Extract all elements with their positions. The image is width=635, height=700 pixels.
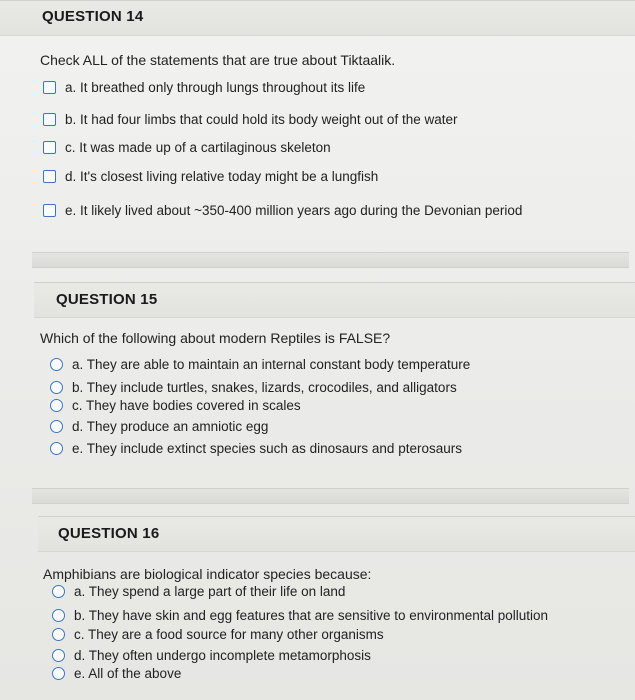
radio-icon[interactable] <box>52 628 65 641</box>
radio-icon[interactable] <box>52 649 65 662</box>
q15-option-a[interactable] <box>50 357 470 372</box>
q16-option-b-label: b. They have skin and egg features that are sensitive to environmental pollution <box>74 608 549 623</box>
q16-option-e[interactable] <box>52 666 181 681</box>
q14-option-d-label: d. It's closest living relative today might be a lungfish <box>65 169 379 184</box>
q16-option-c-label: c. They are a food source for many other organisms <box>74 627 384 642</box>
checkbox-icon[interactable] <box>43 141 56 154</box>
question-15-prompt: Which of the following about modern Reptiles is FALSE? <box>40 330 391 346</box>
radio-icon[interactable] <box>50 381 63 394</box>
q15-option-b[interactable] <box>50 380 457 395</box>
q14-option-c[interactable] <box>43 140 331 155</box>
question-14-prompt: Check ALL of the statements that are true about Tiktaalik. <box>40 52 396 68</box>
radio-icon[interactable] <box>52 609 65 622</box>
question-16-title: QUESTION 16 <box>58 525 160 542</box>
q14-option-a[interactable] <box>43 80 365 95</box>
checkbox-icon[interactable] <box>43 204 56 217</box>
q16-option-d[interactable] <box>52 648 371 663</box>
checkbox-icon[interactable] <box>43 113 56 126</box>
q14-option-e[interactable] <box>43 203 522 218</box>
question-divider <box>32 488 629 504</box>
q16-option-a-label: a. They spend a large part of their life on land <box>74 584 346 599</box>
q16-option-d-label: d. They often undergo incomplete metamorphosis <box>74 648 371 663</box>
radio-icon[interactable] <box>52 667 65 680</box>
q14-option-b-label: b. It had four limbs that could hold its body weight out of the water <box>65 112 458 127</box>
q16-option-a[interactable] <box>52 584 345 599</box>
checkbox-icon[interactable] <box>43 170 56 183</box>
q14-option-e-label: e. It likely lived about ~350-400 million years ago during the Devonian period <box>65 203 523 218</box>
question-16-prompt: Amphibians are biological indicator species because: <box>43 566 372 582</box>
q15-option-b-label: b. They include turtles, snakes, lizards, crocodiles, and alligators <box>72 380 457 395</box>
q16-option-e-label: e. All of the above <box>74 666 182 681</box>
q14-option-a-label: a. It breathed only through lungs throughout its life <box>65 80 366 95</box>
radio-icon[interactable] <box>50 442 63 455</box>
q15-option-d-label: d. They produce an amniotic egg <box>72 419 269 434</box>
radio-icon[interactable] <box>52 585 65 598</box>
q15-option-e[interactable] <box>50 441 462 456</box>
radio-icon[interactable] <box>50 399 63 412</box>
q15-option-a-label: a. They are able to maintain an internal constant body temperature <box>72 357 471 372</box>
question-14-title: QUESTION 14 <box>42 8 144 25</box>
q15-option-c[interactable] <box>50 398 301 413</box>
q15-option-e-label: e. They include extinct species such as dinosaurs and pterosaurs <box>72 441 462 456</box>
q15-option-d[interactable] <box>50 419 268 434</box>
q14-option-c-label: c. It was made up of a cartilaginous skeleton <box>65 140 331 155</box>
radio-icon[interactable] <box>50 358 63 371</box>
q16-option-b[interactable] <box>52 608 548 623</box>
question-divider <box>32 252 629 268</box>
q15-option-c-label: c. They have bodies covered in scales <box>72 398 301 413</box>
q14-option-b[interactable] <box>43 112 457 127</box>
radio-icon[interactable] <box>50 420 63 433</box>
checkbox-icon[interactable] <box>43 81 56 94</box>
q14-option-d[interactable] <box>43 169 378 184</box>
question-15-title: QUESTION 15 <box>56 291 158 308</box>
q16-option-c[interactable] <box>52 627 384 642</box>
